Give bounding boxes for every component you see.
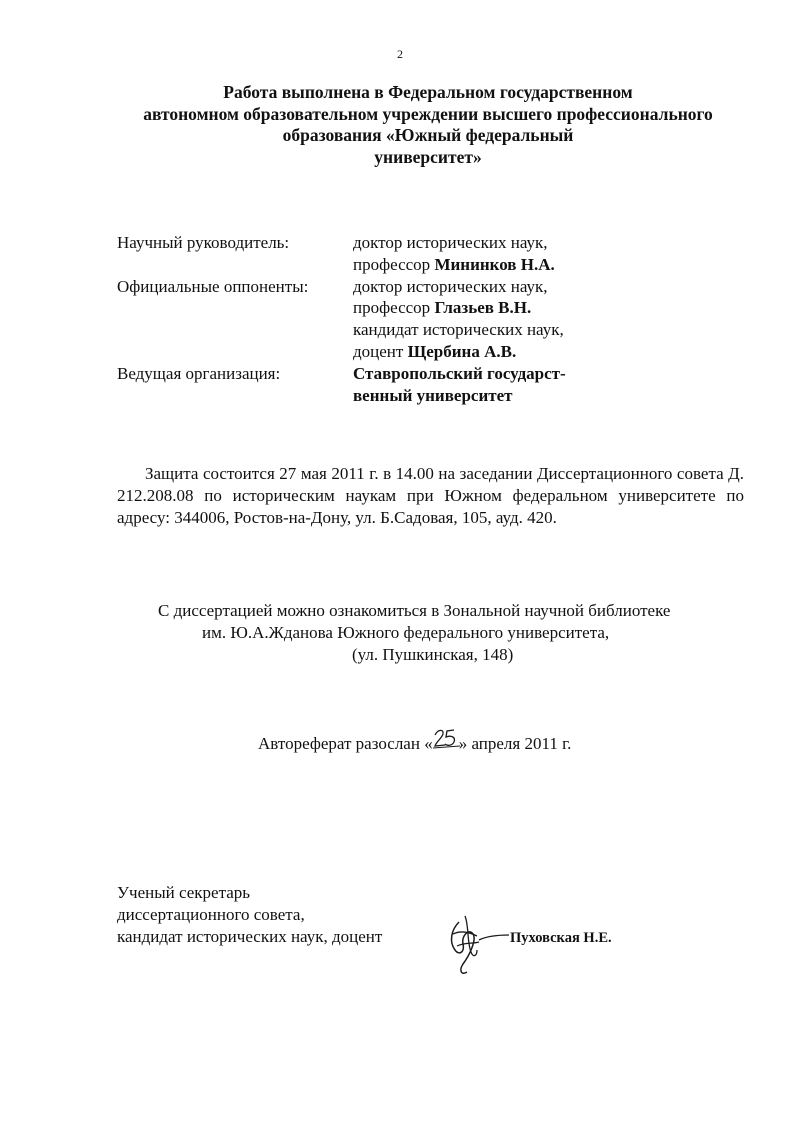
page-number: 2	[397, 47, 403, 61]
opponent1-degree: доктор исторических наук,	[353, 276, 548, 296]
defense-text: Защита состоится 27 мая 2011 г. в 14.00 на заседании Диссертационного совета Д. 212.208.08 по историческим наукам при Южном федеральном университете по адресу: 344006, Ростов-на-Дону, ул. Б.Садовая, 105, ауд. 420.	[117, 464, 744, 527]
dispatch-line	[258, 733, 571, 754]
signature	[443, 912, 515, 980]
opponent1-title-value	[353, 297, 531, 319]
spacer	[117, 319, 353, 341]
opponents-row	[117, 276, 566, 298]
supervisor-name: Мининков Н.А.	[434, 254, 555, 274]
organization-row-2	[117, 385, 566, 407]
organization-line-2: венный университет	[353, 385, 513, 405]
secretary-block	[117, 882, 382, 947]
opponent2-title-row	[117, 341, 566, 363]
opponent2-degree-row	[117, 319, 566, 341]
document-heading	[0, 82, 800, 168]
library-line-2: им. Ю.А.Жданова Южного федерального университета,	[202, 623, 610, 642]
secretary-line-2: диссертационного совета,	[117, 904, 305, 924]
dispatch-prefix: Автореферат разослан	[258, 734, 420, 753]
library-line-1: С диссертацией можно ознакомиться в Зональной научной библиотеке	[158, 601, 671, 620]
supervisor-row	[117, 232, 566, 254]
supervisor-title: профессор	[353, 254, 431, 274]
spacer	[117, 254, 353, 276]
supervisor-title-value	[353, 254, 555, 276]
opponent2-title: доцент	[353, 341, 404, 361]
organization-label: Ведущая организация:	[117, 363, 281, 383]
spacer	[117, 341, 353, 363]
open-quote: «	[424, 734, 433, 753]
opponent2-name: Щербина А.В.	[407, 341, 517, 361]
opponent1-title-row	[117, 297, 566, 319]
spacer	[117, 297, 353, 319]
defense-paragraph	[117, 463, 744, 528]
opponent2-title-value	[353, 341, 516, 363]
handwritten-day	[433, 733, 459, 751]
dispatch-suffix: апреля 2011 г.	[471, 734, 572, 753]
opponents-label: Официальные оппоненты:	[117, 276, 309, 296]
signer-name: Пуховская Н.Е.	[510, 930, 612, 946]
organization-row	[117, 363, 566, 385]
supervisor-degree: доктор исторических наук,	[353, 233, 548, 252]
heading-line-2: автономном образовательном учреждении высшего профессионального	[143, 103, 713, 124]
secretary-line-3: кандидат исторических наук, доцент	[117, 926, 383, 946]
info-block	[117, 232, 566, 406]
heading-line-1: Работа выполнена в Федеральном государственном	[223, 82, 633, 102]
heading-line-4: университет»	[374, 146, 482, 167]
opponent1-name: Глазьев В.Н.	[434, 298, 532, 318]
organization-line-1: Ставропольский государст-	[353, 363, 566, 383]
secretary-line-1: Ученый секретарь	[117, 883, 251, 902]
heading-line-3: образования «Южный федеральный	[282, 125, 574, 145]
close-quote: »	[458, 734, 468, 753]
library-line-3: (ул. Пушкинская, 148)	[352, 645, 514, 664]
spacer	[117, 385, 353, 407]
opponent1-title: профессор	[353, 298, 431, 318]
supervisor-label: Научный руководитель:	[117, 233, 290, 252]
supervisor-title-row	[117, 254, 566, 276]
opponent2-degree: кандидат исторических наук,	[353, 320, 564, 340]
